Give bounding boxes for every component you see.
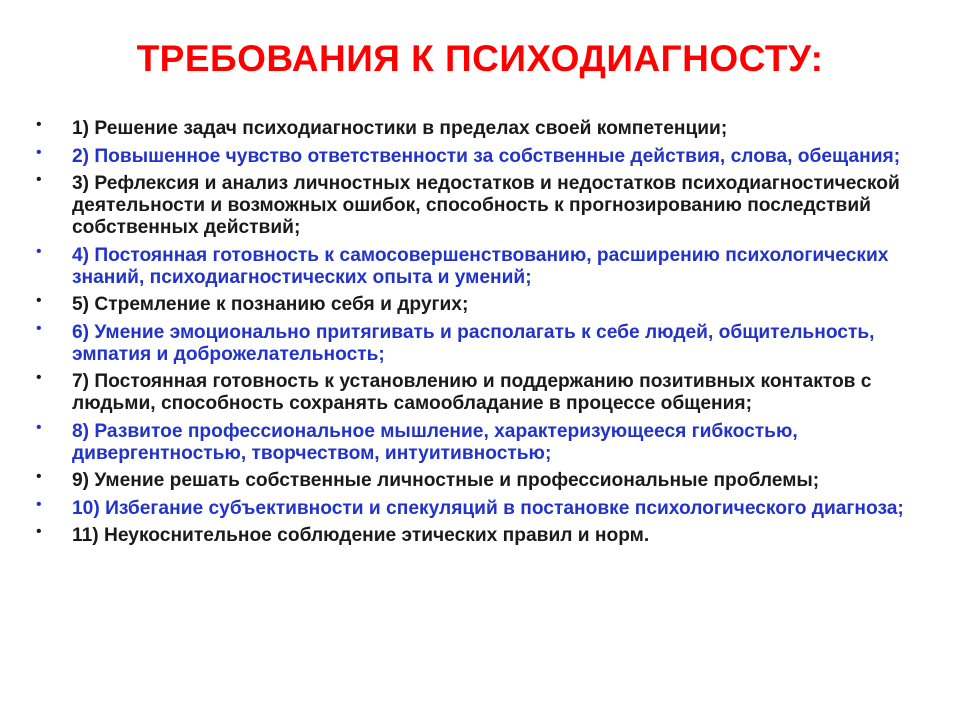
list-item xyxy=(36,418,936,465)
bullet-icon: • xyxy=(36,116,42,133)
list-item-text: 5) Стремление к познанию себя и других; xyxy=(72,294,469,315)
list-item xyxy=(36,118,936,140)
list-item-text: 10) Избегание субъективности и спекуляций в постановке психологического диагноза; xyxy=(72,497,904,519)
list-item xyxy=(36,173,936,239)
list-item xyxy=(36,371,936,415)
bullet-icon: • xyxy=(36,292,42,309)
bullet-icon: • xyxy=(36,319,42,337)
list-item xyxy=(36,525,936,547)
list-item xyxy=(36,470,936,492)
list-item xyxy=(36,495,936,520)
list-item-text: 11) Неукоснительное соблюдение этических правил и норм. xyxy=(72,525,650,546)
list-item-text: 8) Развитое профессиональное мышление, характеризующееся гибкостью, дивергентностью, творчеством, интуитивностью; xyxy=(72,420,798,464)
bullet-icon: • xyxy=(36,242,42,260)
bullet-icon: • xyxy=(36,369,42,386)
list-item-text: 7) Постоянная готовность к установлению и поддержанию позитивных контактов с людьми, способность сохранять самообладание в процессе общения; xyxy=(72,371,872,414)
list-item xyxy=(36,143,936,168)
bullet-icon: • xyxy=(36,468,42,485)
list-item xyxy=(36,242,936,289)
requirements-list xyxy=(36,118,936,553)
slide-title: ТРЕБОВАНИЯ К ПСИХОДИАГНОСТУ: xyxy=(136,38,824,79)
list-item xyxy=(36,319,936,366)
bullet-icon: • xyxy=(36,171,42,188)
list-item-text: 1) Решение задач психодиагностики в пределах своей компетенции; xyxy=(72,118,728,139)
list-item-text: 2) Повышенное чувство ответственности за собственные действия, слова, обещания; xyxy=(72,145,901,167)
bullet-icon: • xyxy=(36,523,42,540)
list-item-text: 4) Постоянная готовность к самосовершенствованию, расширению психологических знаний, психодиагностических опыта и умений; xyxy=(72,244,889,288)
list-item-text: 3) Рефлексия и анализ личностных недостатков и недостатков психодиагностической деятельности и возможных ошибок, способность к прогнозированию последствий собственных действий; xyxy=(72,173,900,238)
bullet-icon: • xyxy=(36,143,42,161)
list-item xyxy=(36,294,936,316)
bullet-icon: • xyxy=(36,495,42,513)
list-item-text: 9) Умение решать собственные личностные и профессиональные проблемы; xyxy=(72,470,820,491)
bullet-icon: • xyxy=(36,418,42,436)
list-item-text: 6) Умение эмоционально притягивать и располагать к себе людей, общительность, эмпатия и доброжелательность; xyxy=(72,321,875,365)
